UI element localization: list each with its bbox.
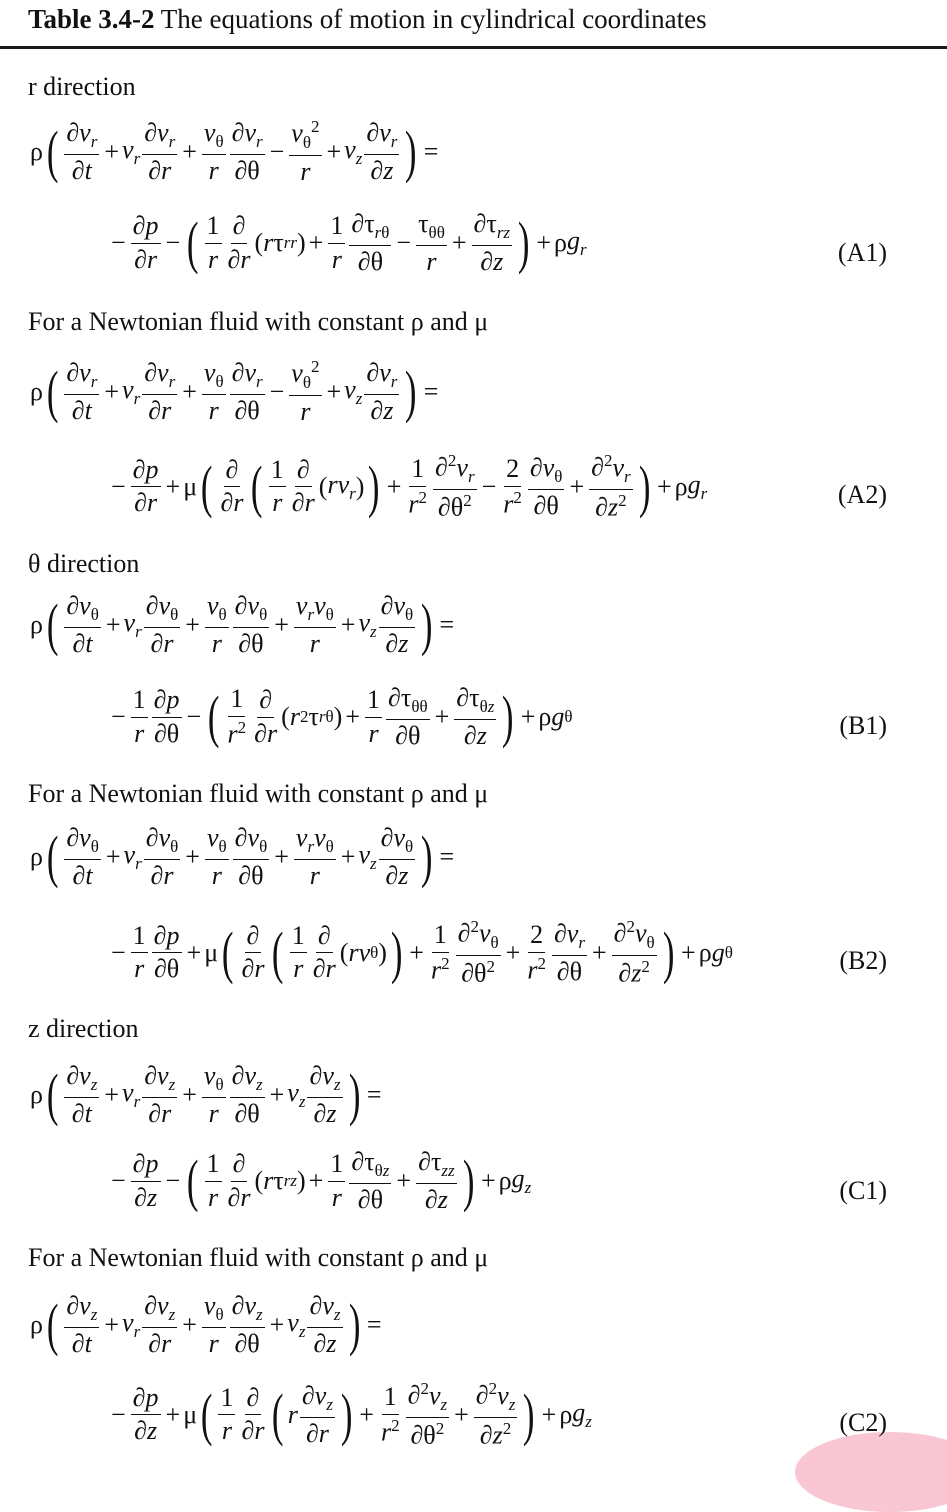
equation-C2-lhs: ρ ( $\frac{\partial v_z}{\partial t}$ + $v_r$ $\frac{\partial v_z}{\partial r}$ + $\frac{v_\theta}{r}$ $\frac{\partial v_z}{\partial\theta}$ + $v_z$ $\frac{\partial v_z}{\partial z}$ ) = — [30, 1291, 382, 1358]
equation-B2-lhs: ρ ( $\frac{\partial v_\theta}{\partial t}$ + $v_r$ $\frac{\partial v_\theta}{\partial r}$ + $\frac{v_\theta}{r}$ $\frac{\partial v_\theta}{\partial\theta}$ + $\frac{v_rv_\theta}{r}$ + $v_z$ $\frac{\partial v_\theta}{\partial z}$ ) = — [30, 823, 455, 890]
table-title — [28, 4, 707, 35]
equation-label-C2: (C2) — [839, 1408, 887, 1437]
section-z-direction: z direction — [28, 1014, 139, 1043]
table-number: Table 3.4-2 — [28, 4, 155, 34]
newtonian-note-theta: For a Newtonian fluid with constant ρ and μ — [28, 779, 489, 808]
equation-label-A1: (A1) — [837, 238, 887, 267]
equation-B2-rhs: − $\frac{1}{r}$ $\frac{\partial p}{\partial\theta}$ + μ ( $\frac{\partial}{\partial r}$ ( $\frac{1}{r}$ $\frac{\partial}{\partial r}$ ( rv θ ) ) + $\frac{1}{r^2}$ $\frac{\partial^2v_\theta}{\partial\theta^2}$ + $\frac{2}{r^2}$ $\frac{\partial v_r}{\partial\theta}$ + $\frac{\partial^2v_\theta}{\partial z^2}$ ) + ρ g θ — [111, 917, 733, 988]
equation-C1-rhs: − $\frac{\partial p}{\partial z}$ − ( $\frac{1}{r}$ $\frac{\partial}{\partial r}$ ( r τ rz ) + $\frac{1}{r}$ $\frac{\partial\tau_{\theta z}}{\partial\theta}$ + $\frac{\partial\tau_{zz}}{\partial z}$ ) + ρ $g_z$ — [111, 1147, 532, 1214]
equation-label-B2: (B2) — [839, 946, 887, 975]
equation-B1-lhs: ρ ( $\frac{\partial v_\theta}{\partial t}$ + $v_r$ $\frac{\partial v_\theta}{\partial r}$ + $\frac{v_\theta}{r}$ $\frac{\partial v_\theta}{\partial\theta}$ + $\frac{v_rv_\theta}{r}$ + $v_z$ $\frac{\partial v_\theta}{\partial z}$ ) = — [30, 591, 455, 658]
equation-label-B1: (B1) — [839, 711, 887, 740]
equation-B1-rhs: − $\frac{1}{r}$ $\frac{\partial p}{\partial\theta}$ − ( $\frac{1}{r^2}$ $\frac{\partial}{\partial r}$ ( r 2 τ rθ ) + $\frac{1}{r}$ $\frac{\partial\tau_{\theta\theta}}{\partial\theta}$ + $\frac{\partial\tau_{\theta z}}{\partial z}$ ) + ρ g θ — [111, 683, 573, 750]
equation-A1-lhs: ρ ( $\frac{\partial v_r}{\partial t}$ + $v_r$ $\frac{\partial v_r}{\partial r}$ + $\frac{v_\theta}{r}$ $\frac{\partial v_r}{\partial\theta}$ − $\frac{v_\theta^2}{r}$ + $v_z$ $\frac{\partial v_r}{\partial z}$ ) = — [30, 117, 439, 186]
equation-A1-rhs: − $\frac{\partial p}{\partial r}$ − ( $\frac{1}{r}$ $\frac{\partial}{\partial r}$ ( r τ rr ) + $\frac{1}{r}$ $\frac{\partial\tau_{r\theta}}{\partial\theta}$ − $\frac{\tau_{\theta\theta}}{r}$ + $\frac{\partial\tau_{rz}}{\partial z}$ ) + ρ $g_r$ — [111, 209, 587, 276]
newtonian-note-r: For a Newtonian fluid with constant ρ and μ — [28, 307, 489, 336]
equation-A2-lhs: ρ ( $\frac{\partial v_r}{\partial t}$ + $v_r$ $\frac{\partial v_r}{\partial r}$ + $\frac{v_\theta}{r}$ $\frac{\partial v_r}{\partial\theta}$ − $\frac{v_\theta^2}{r}$ + $v_z$ $\frac{\partial v_r}{\partial z}$ ) = — [30, 357, 439, 426]
equation-A2-rhs: − $\frac{\partial p}{\partial r}$ + μ ( $\frac{\partial}{\partial r}$ ( $\frac{1}{r}$ $\frac{\partial}{\partial r}$ ( $rv_r$ ) ) + $\frac{1}{r^2}$ $\frac{\partial^2v_r}{\partial\theta^2}$ − $\frac{2}{r^2}$ $\frac{\partial v_\theta}{\partial\theta}$ + $\frac{\partial^2v_r}{\partial z^2}$ ) + ρ $g_r$ — [111, 451, 708, 522]
equation-C2-rhs: − $\frac{\partial p}{\partial z}$ + μ ( $\frac{1}{r}$ $\frac{\partial}{\partial r}$ ( r $\frac{\partial v_z}{\partial r}$ ) + $\frac{1}{r^2}$ $\frac{\partial^2v_z}{\partial\theta^2}$ + $\frac{\partial^2v_z}{\partial z^2}$ ) + ρ $g_z$ — [111, 1379, 592, 1450]
table-caption: The equations of motion in cylindrical coordinates — [160, 4, 707, 34]
equation-label-A2: (A2) — [837, 480, 887, 509]
section-theta-direction: θ direction — [28, 549, 140, 578]
newtonian-note-z: For a Newtonian fluid with constant ρ and μ — [28, 1243, 489, 1272]
equation-C1-lhs: ρ ( $\frac{\partial v_z}{\partial t}$ + $v_r$ $\frac{\partial v_z}{\partial r}$ + $\frac{v_\theta}{r}$ $\frac{\partial v_z}{\partial\theta}$ + $v_z$ $\frac{\partial v_z}{\partial z}$ ) = — [30, 1061, 382, 1128]
equation-label-C1: (C1) — [839, 1176, 887, 1205]
section-r-direction: r direction — [28, 72, 136, 101]
pink-overlay-shape — [795, 1432, 947, 1512]
title-rule — [0, 46, 947, 49]
